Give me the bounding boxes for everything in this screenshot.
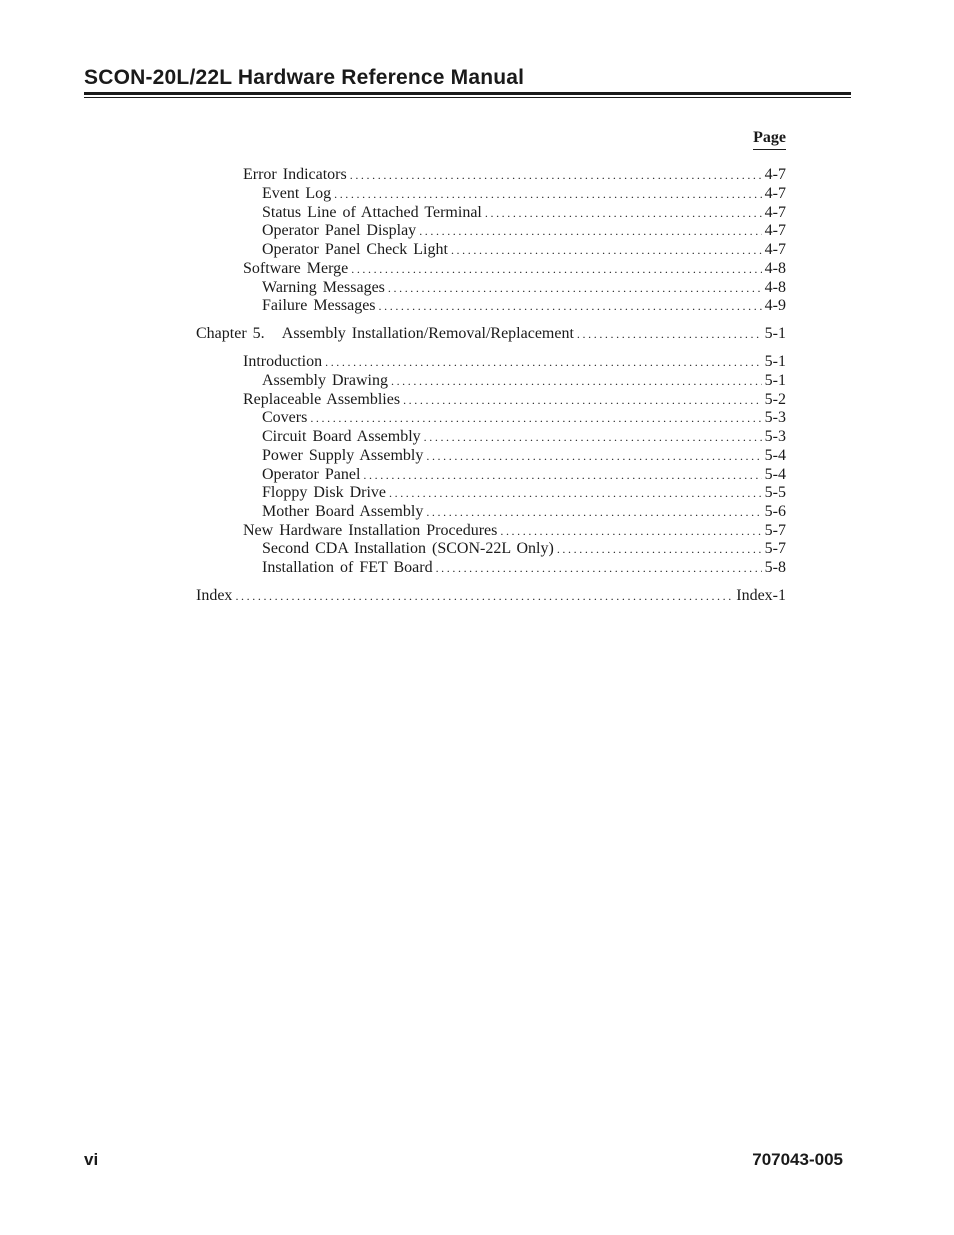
toc-entry[interactable] [262, 297, 786, 315]
dot-leader [436, 559, 762, 577]
dot-leader [379, 297, 762, 315]
toc-entry-title: Operator Panel Display [262, 222, 417, 239]
toc-entry[interactable] [262, 466, 786, 484]
toc-entry-page: 5-4 [764, 447, 786, 464]
footer-page-number: vi [84, 1150, 99, 1169]
toc-entry[interactable] [262, 185, 786, 203]
toc-entry-title: Replaceable Assemblies [243, 391, 401, 408]
toc-entry[interactable] [262, 428, 786, 446]
toc-entry-title: Warning Messages [262, 279, 385, 296]
dot-leader [426, 447, 761, 465]
toc-entry-title: Error Indicators [243, 166, 347, 183]
toc-entry-page: 5-7 [764, 522, 786, 539]
toc-entry-page: 5-3 [764, 409, 786, 426]
toc-entry-page: 4-7 [764, 204, 786, 221]
toc-entry[interactable] [262, 241, 786, 259]
toc-entry[interactable] [262, 484, 786, 502]
toc-entry[interactable] [243, 391, 786, 409]
toc-entry-title: Status Line of Attached Terminal [262, 204, 482, 221]
toc-entry[interactable] [262, 559, 786, 577]
toc-entry-page: 5-5 [764, 484, 786, 501]
toc-entry[interactable] [262, 503, 786, 521]
toc-entry-page: 5-1 [764, 372, 786, 389]
toc-entry-page: 5-2 [764, 391, 786, 408]
toc-entry-title: Second CDA Installation (SCON-22L Only) [262, 540, 554, 557]
toc-entry-title: Floppy Disk Drive [262, 484, 386, 501]
toc-entry-title: Assembly Drawing [262, 372, 388, 389]
toc-entry-page: 5-1 [764, 353, 786, 370]
toc-entry-title: Operator Panel Check Light [262, 241, 448, 258]
toc-entry-page: 4-7 [764, 185, 786, 202]
toc-entry[interactable] [262, 372, 786, 390]
toc-entry-page: 5-4 [764, 466, 786, 483]
toc-entry[interactable] [262, 204, 786, 222]
toc-entry-page: 4-7 [764, 222, 786, 239]
toc-entry-title: Covers [262, 409, 308, 426]
toc-entry[interactable] [262, 540, 786, 558]
toc-entry-page: 4-8 [764, 260, 786, 277]
toc-entry[interactable] [262, 279, 786, 297]
dot-leader [310, 409, 761, 427]
toc-entry-page: 4-9 [764, 297, 786, 314]
dot-leader [235, 587, 733, 605]
toc-entry-title: Circuit Board Assembly [262, 428, 421, 445]
toc-entry-page: 4-7 [764, 241, 786, 258]
toc-entry-title: New Hardware Installation Procedures [243, 522, 498, 539]
toc-entry-title: Operator Panel [262, 466, 361, 483]
toc-entry-title: Introduction [243, 353, 323, 370]
toc-entry-title: Power Supply Assembly [262, 447, 424, 464]
toc-entry-title: Failure Messages [262, 297, 376, 314]
dot-leader [325, 353, 762, 371]
dot-leader [363, 466, 761, 484]
toc-entry-page: Index-1 [736, 587, 786, 604]
toc-entry[interactable] [243, 353, 786, 371]
toc-entry-title: Installation of FET Board [262, 559, 433, 576]
dot-leader [351, 260, 761, 278]
toc-entry-page: 5-3 [764, 428, 786, 445]
toc-entry-page: 5-8 [764, 559, 786, 576]
toc-index-entry[interactable] [196, 587, 786, 605]
toc-entry-title: Software Merge [243, 260, 349, 277]
dot-leader [391, 372, 762, 390]
toc-entry-page: 5-6 [764, 503, 786, 520]
document-title: SCON-20L/22L Hardware Reference Manual [84, 66, 525, 89]
toc-entry-title: Index [196, 587, 233, 604]
toc-entry-page: 5-7 [764, 540, 786, 557]
dot-leader [424, 428, 762, 446]
dot-leader [451, 241, 762, 259]
dot-leader [350, 166, 762, 184]
dot-leader [334, 185, 762, 203]
toc-entry[interactable] [243, 260, 786, 278]
toc-entry-title: Event Log [262, 185, 332, 202]
dot-leader [426, 503, 761, 521]
toc-entry[interactable] [262, 447, 786, 465]
dot-leader [557, 540, 762, 558]
toc-entry[interactable] [243, 522, 786, 540]
dot-leader [485, 204, 762, 222]
toc-entry-page: 4-8 [764, 279, 786, 296]
toc-entry[interactable] [262, 409, 786, 427]
dot-leader [389, 484, 762, 502]
toc-entry[interactable] [243, 166, 786, 184]
toc-chapter-entry[interactable] [196, 325, 786, 343]
dot-leader [419, 222, 761, 240]
toc-entry-page: 4-7 [764, 166, 786, 183]
dot-leader [500, 522, 761, 540]
toc-page-column-heading: Page [753, 128, 786, 150]
header-rule-thick [84, 92, 851, 95]
toc-entry-title: Chapter 5. Assembly Installation/Removal/Replacement [196, 325, 574, 342]
dot-leader [388, 279, 762, 297]
toc-entry[interactable] [262, 222, 786, 240]
footer-document-number: 707043-005 [752, 1150, 843, 1169]
dot-leader [577, 325, 762, 343]
toc-entry-page: 5-1 [764, 325, 786, 342]
dot-leader [403, 391, 762, 409]
toc-entry-title: Mother Board Assembly [262, 503, 424, 520]
header-rule-thin [84, 97, 851, 98]
